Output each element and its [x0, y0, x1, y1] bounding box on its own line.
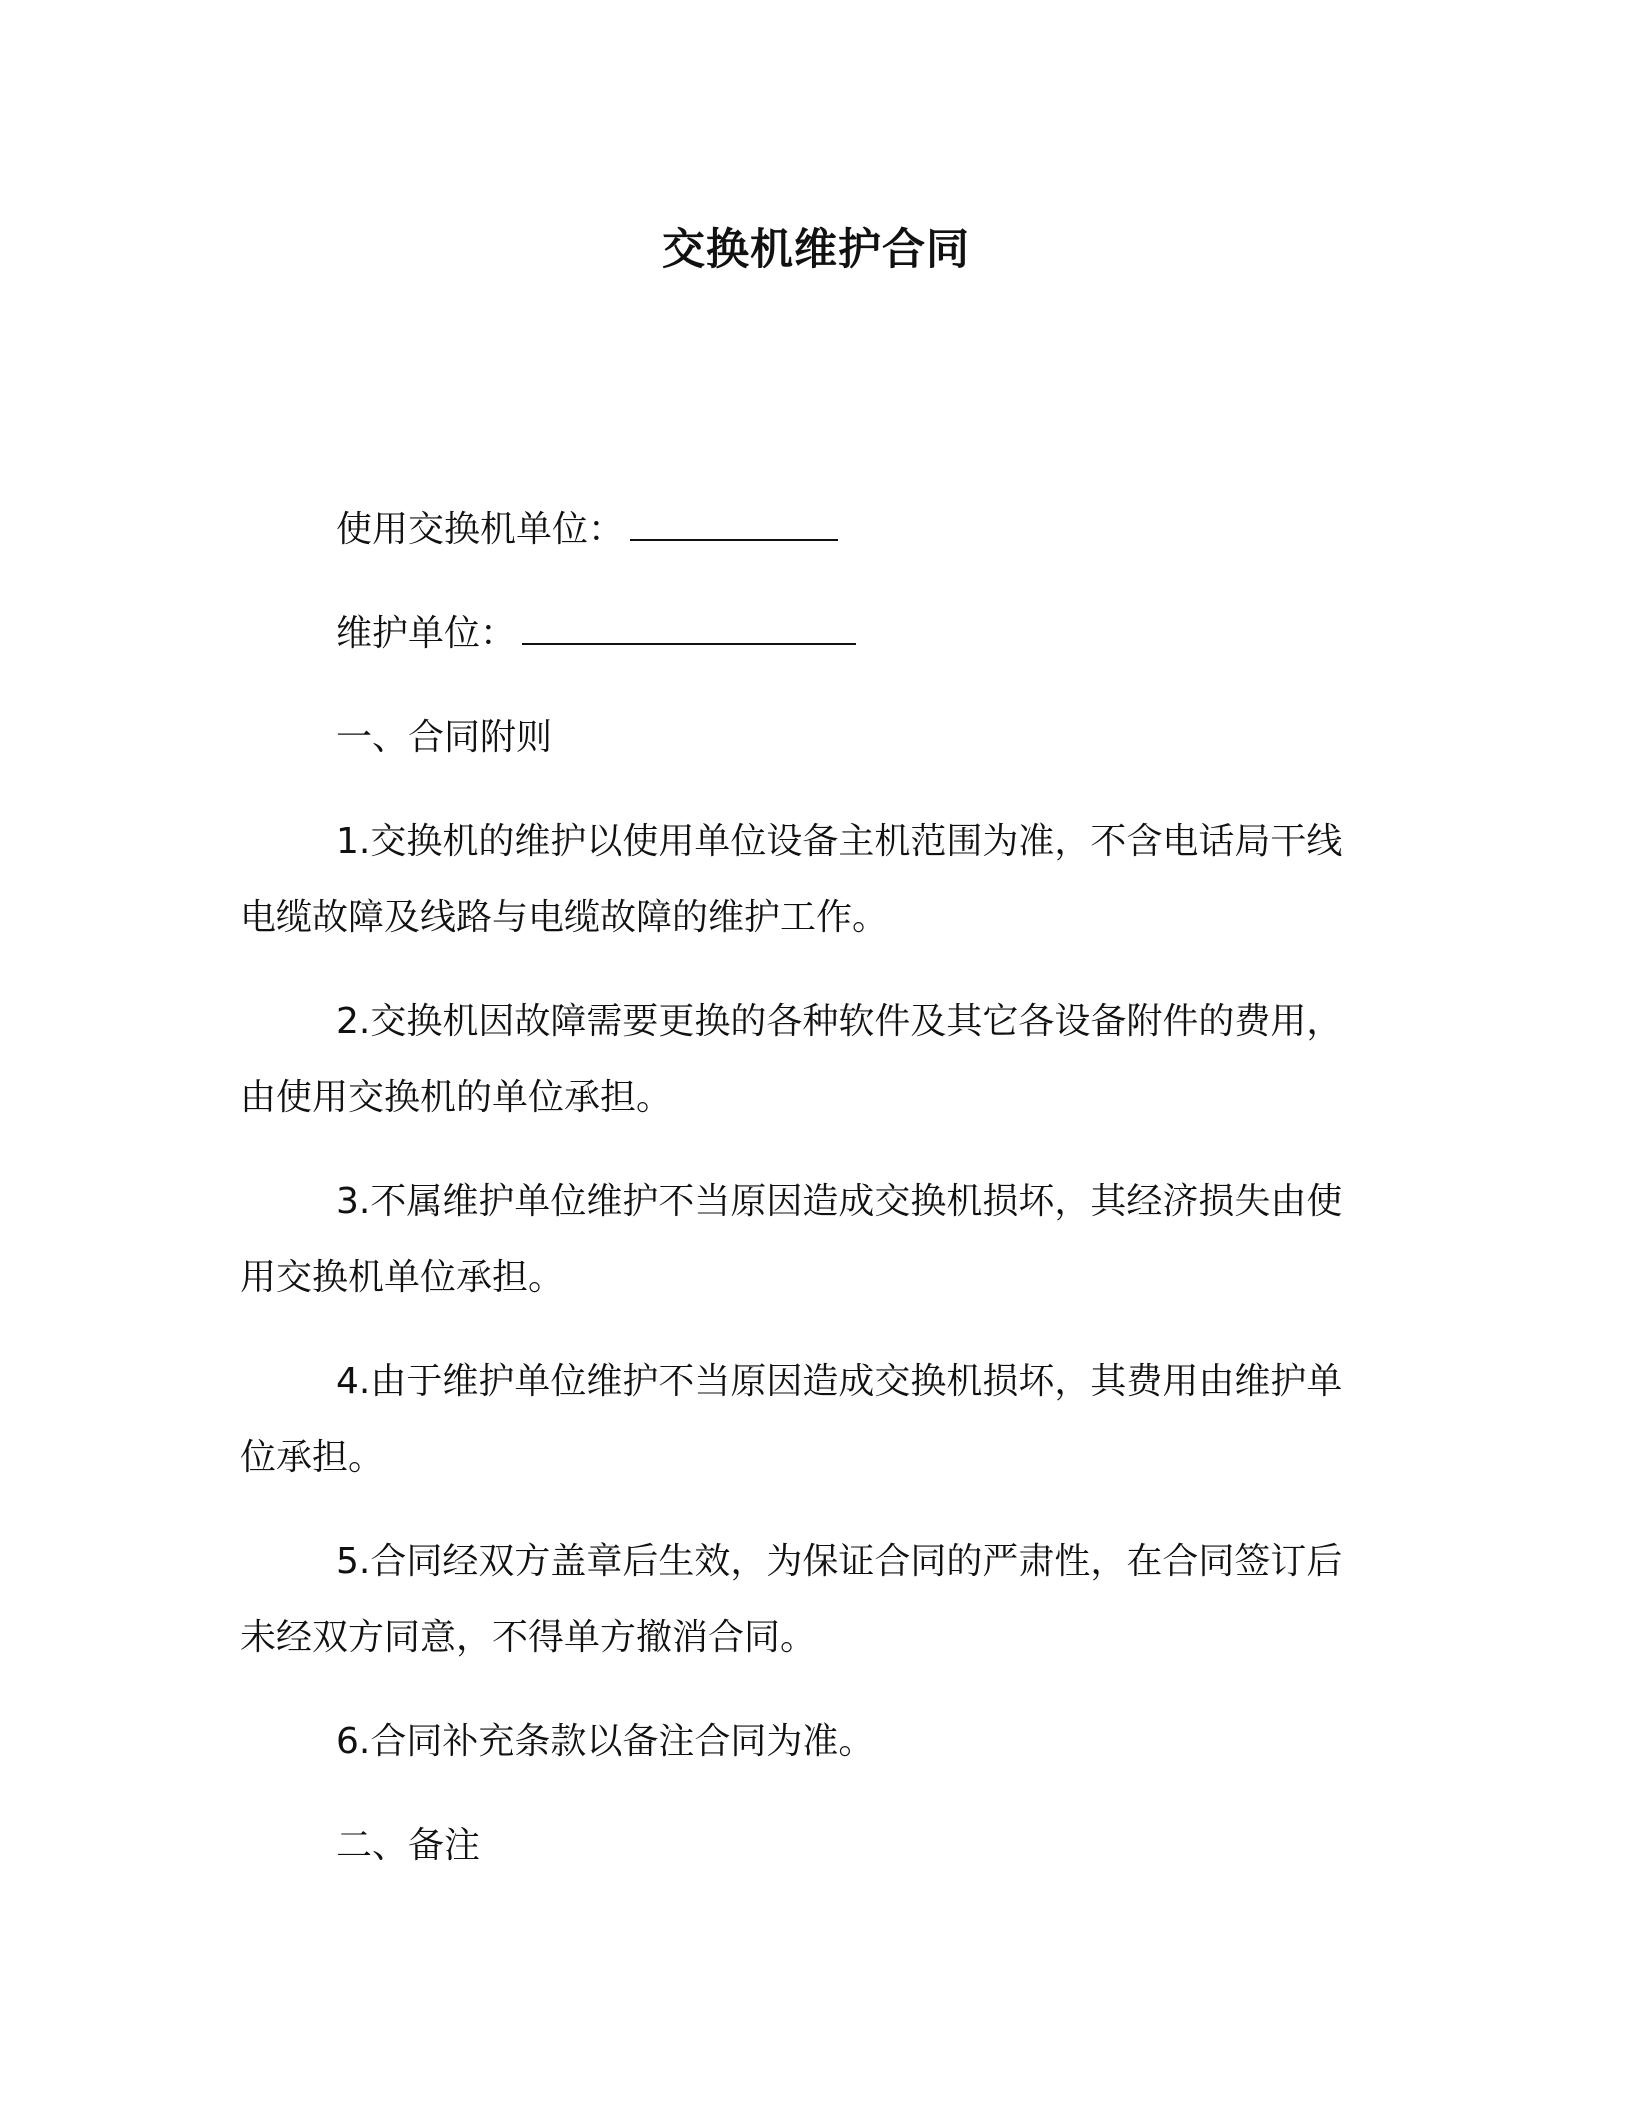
maintenance-unit-blank[interactable]: [522, 609, 856, 645]
document-title: 交换机维护合同: [662, 225, 970, 275]
user-unit-field: [240, 492, 1370, 568]
section-heading-remarks: 二、备注: [336, 1825, 481, 1866]
section-heading-appendix: 一、合同附则: [336, 717, 553, 758]
user-unit-label: 使用交换机单位：: [336, 509, 625, 550]
clause-3: 3.不属维护单位维护不当原因造成交换机损坏，其经济损失由使用交换机单位承担。: [240, 1181, 1343, 1298]
maintenance-unit-label: 维护单位：: [336, 613, 517, 654]
clause-6: 6.合同补充条款以备注合同为准。: [336, 1721, 875, 1762]
document-body: [240, 492, 1370, 1912]
user-unit-blank[interactable]: [630, 505, 838, 541]
clause-1: 1.交换机的维护以使用单位设备主机范围为准，不含电话局干线电缆故障及线路与电缆故障的维护工作。: [240, 821, 1343, 938]
clause-4: 4.由于维护单位维护不当原因造成交换机损坏，其费用由维护单位承担。: [240, 1361, 1343, 1478]
clause-5: 5.合同经双方盖章后生效，为保证合同的严肃性，在合同签订后未经双方同意，不得单方撤消合同。: [240, 1541, 1343, 1658]
maintenance-unit-field: [240, 596, 1370, 672]
clause-2: 2.交换机因故障需要更换的各种软件及其它各设备附件的费用，由使用交换机的单位承担。: [240, 1001, 1343, 1118]
